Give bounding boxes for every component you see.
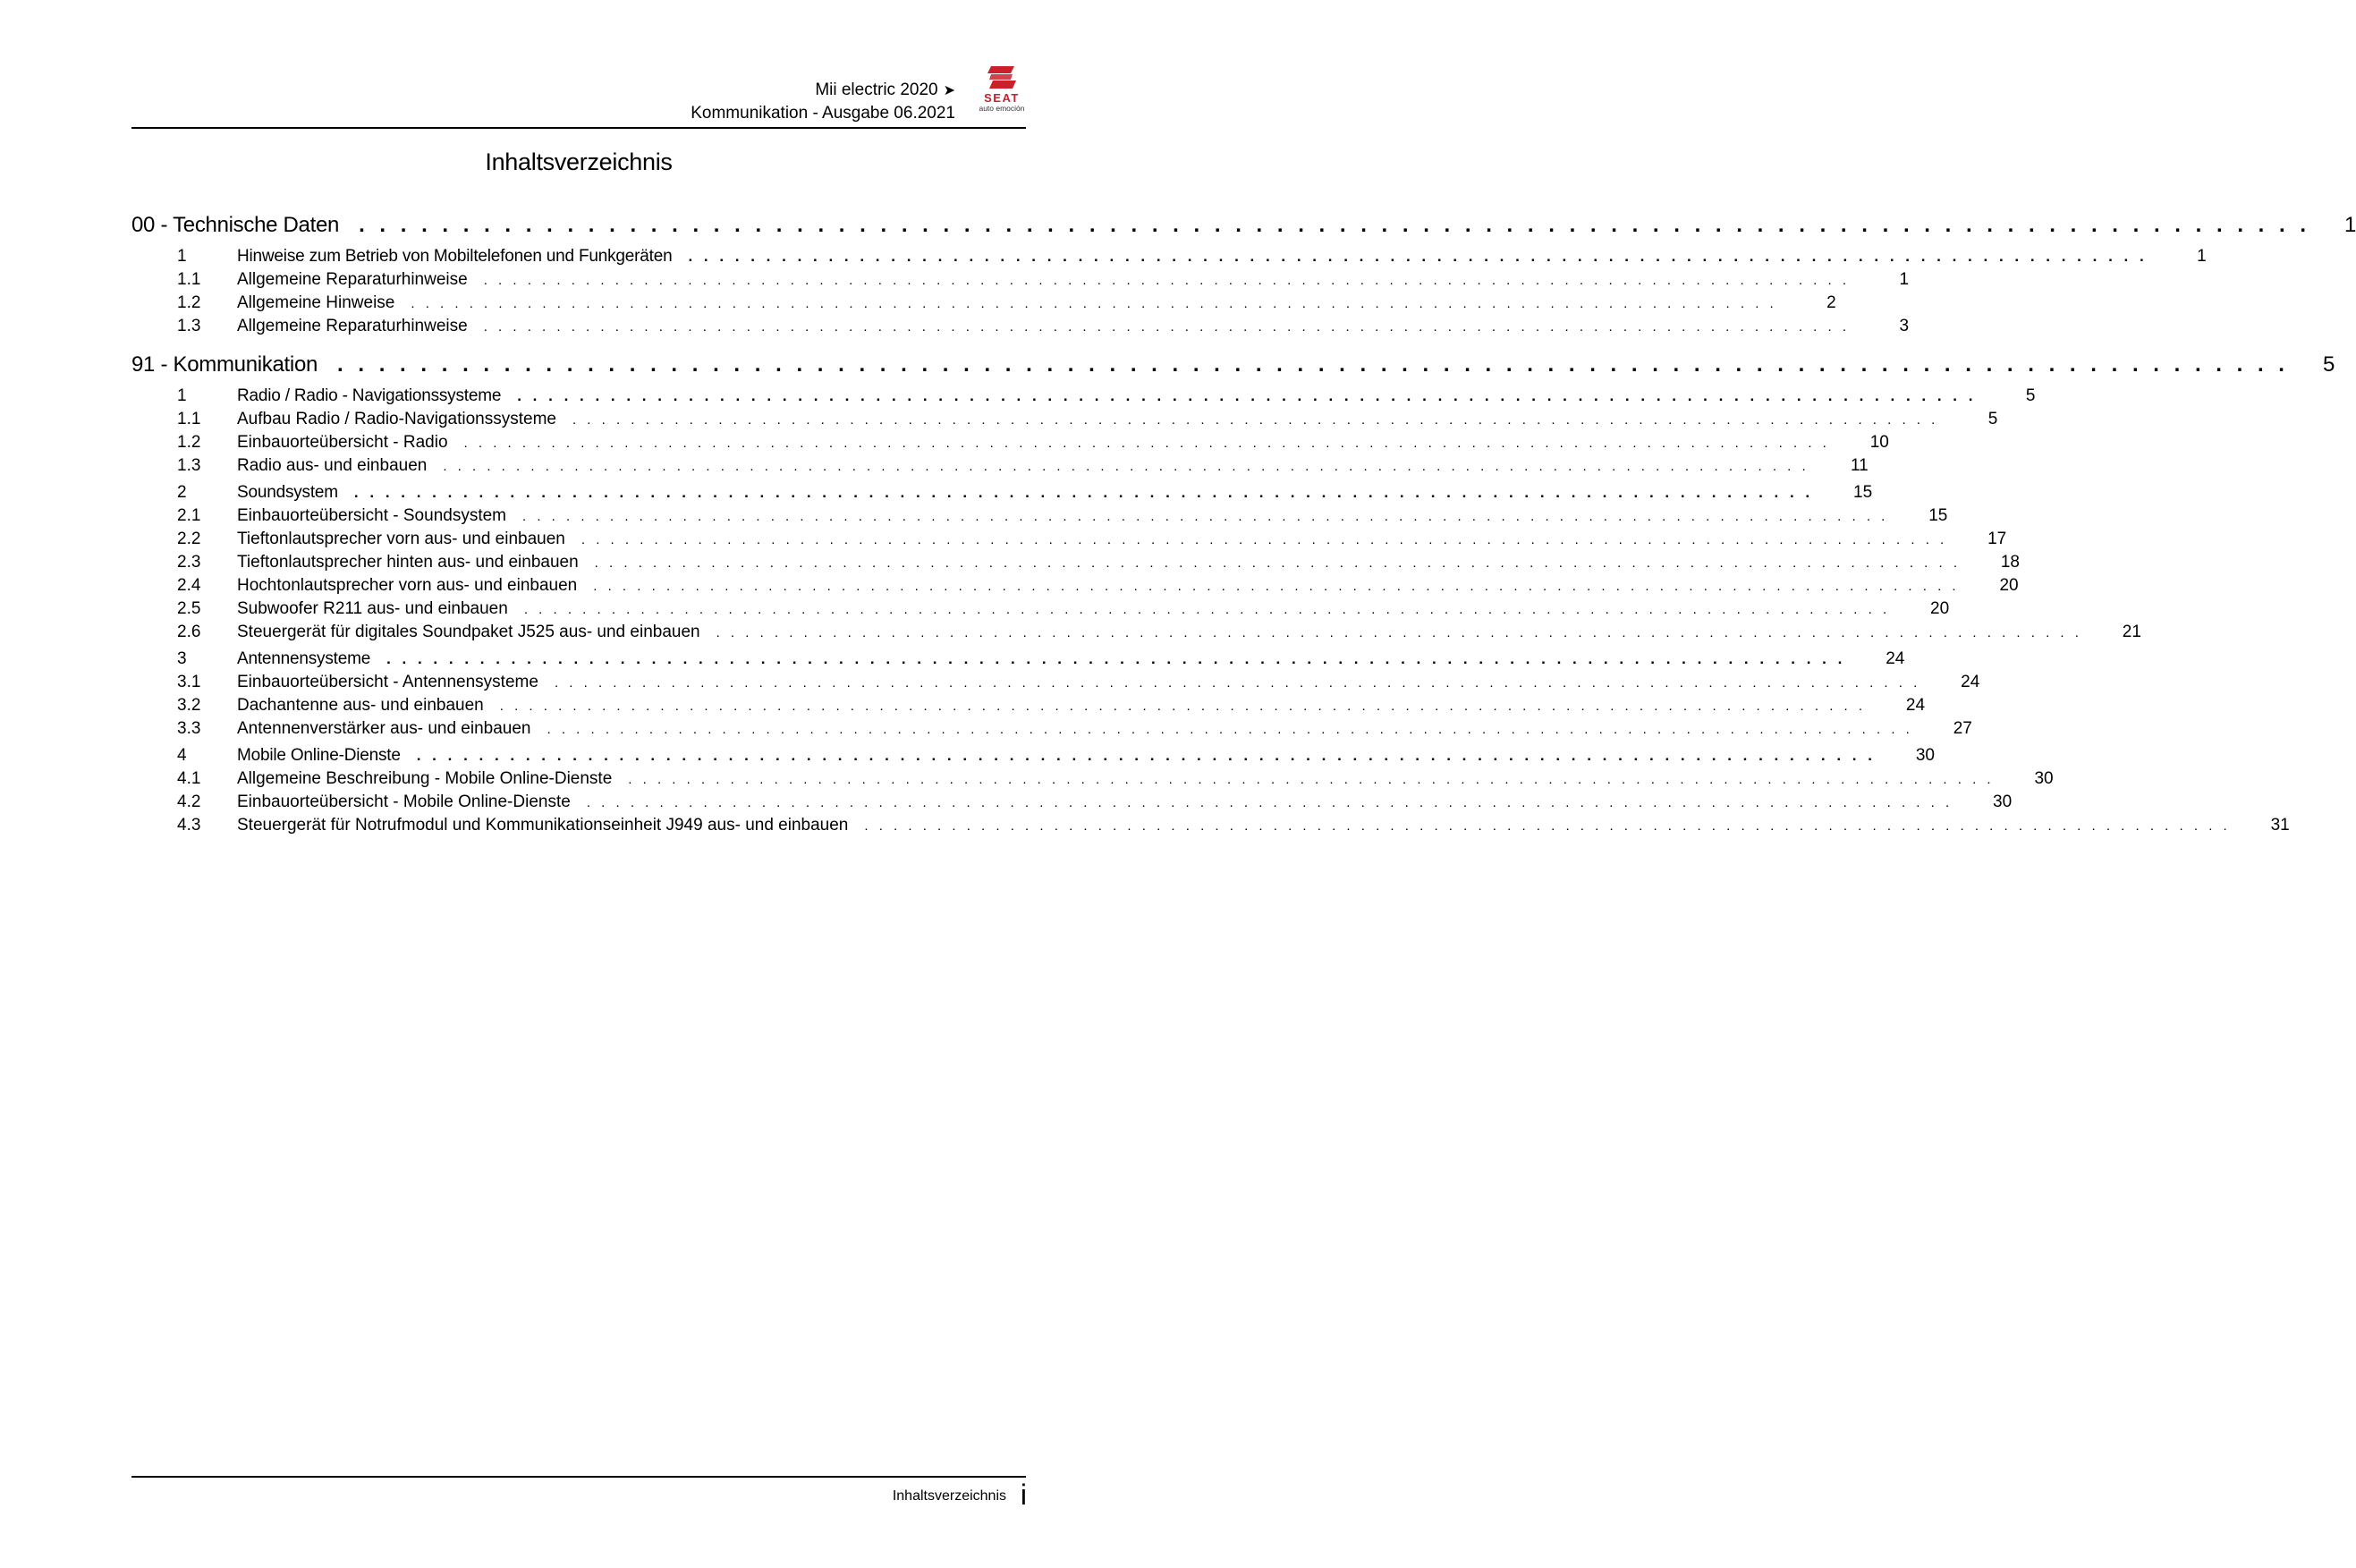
- toc-subsection-entry[interactable]: [131, 576, 2019, 599]
- section-page-number: 15: [1853, 483, 1873, 502]
- subsection-number: 1.3: [177, 456, 201, 475]
- dot-leader: . . . . . . . . . . . . . . . . . . . . . . . . . . . . . . . . . . . . . . . . . . . . . . . . . . . . . . . . . . . . . . . . . . . . . . . . . . . . . . . . . . . . . . . . . . . . . .: [523, 602, 1891, 617]
- chapter-page-number: 1: [2344, 213, 2356, 237]
- toc-subsection-entry[interactable]: [131, 530, 2007, 553]
- chapter-title: 00 - Technische Daten: [131, 213, 340, 237]
- subsection-number: 4.1: [177, 769, 201, 788]
- page-title: Inhaltsverzeichnis: [485, 148, 673, 175]
- logo-brand: SEAT: [984, 91, 1020, 105]
- toc-section-entry[interactable]: [131, 483, 1873, 506]
- toc-section-entry[interactable]: [131, 386, 2036, 410]
- section-title: Mobile Online-Dienste: [237, 746, 401, 765]
- toc-section: [131, 483, 2141, 646]
- section-number: 2: [177, 483, 187, 502]
- toc-subsection-entry[interactable]: [131, 317, 1910, 340]
- subsection-page-number: 20: [1999, 576, 2019, 595]
- subsection-number: 3.1: [177, 673, 201, 691]
- subsection-title: Hochtonlautsprecher vorn aus- und einbauen: [237, 576, 578, 595]
- toc-subsection-entry[interactable]: [131, 673, 1980, 696]
- seat-logo: [975, 64, 1029, 114]
- header-edition: Kommunikation - Ausgabe 06.2021: [691, 104, 955, 123]
- toc-subsection-entry[interactable]: [131, 769, 2054, 792]
- dot-leader: . . . . . . . . . . . . . . . . . . . . . . . . . . . . . . . . . . . . . . . . . . . . . . . . . . . . . . . . . . . . . . . . . . . . . . . . . . . . . . . . . . . . . . . . . . . . . .: [353, 484, 1814, 501]
- section-page-number: 30: [1915, 746, 1935, 765]
- subsection-page-number: 17: [1987, 530, 2007, 548]
- subsection-title: Allgemeine Reparaturhinweise: [237, 317, 468, 335]
- header-model: Mii electric 2020: [815, 81, 938, 99]
- subsection-title: Steuergerät für digitales Soundpaket J525 aus- und einbauen: [237, 623, 700, 641]
- toc-subsection-entry[interactable]: [131, 293, 1836, 317]
- dot-leader: . . . . . . . . . . . . . . . . . . . . . . . . . . . . . . . . . . . . . . . . . . . . . . . . . . . . . . . . . . . . . . . . . . . . . . . . . . . . . . . . . . . . . . . . . . . . . .: [443, 459, 1809, 474]
- subsection-page-number: 30: [2034, 769, 2054, 788]
- section-title: Soundsystem: [237, 483, 338, 502]
- dot-leader: . . . . . . . . . . . . . . . . . . . . . . . . . . . . . . . . . . . . . . . . . . . . . . . . . . . . . . . . . . . . . . . . . . . . . . . . . . . . . . . . . . . . . . . . . . . . . .: [463, 436, 1830, 451]
- subsection-title: Tieftonlautsprecher vorn aus- und einbauen: [237, 530, 565, 548]
- subsection-title: Allgemeine Reparaturhinweise: [237, 270, 468, 289]
- dot-leader: . . . . . . . . . . . . . . . . . . . . . . . . . . . . . . . . . . . . . . . . . . . . . . . . . . . . . . . . . . . . . . . . . . . . . . . . . . . . . . . . . . . . . . . . . . . . . .: [554, 675, 1921, 691]
- toc-subsection-entry[interactable]: [131, 792, 2013, 816]
- toc-subsection-entry[interactable]: [131, 719, 1972, 742]
- toc-section: [131, 386, 2036, 479]
- subsection-number: 1.1: [177, 410, 201, 428]
- subsection-number: 1.2: [177, 293, 201, 312]
- toc-subsection-entry[interactable]: [131, 599, 1950, 623]
- dot-leader: . . . . . . . . . . . . . . . . . . . . . . . . . . . . . . . . . . . . . . . . . . . . . . . . . . . . . . . . . . . . . . . . . . . . . . . . . . . . . . . . . . . . . . . . . . . . . .: [581, 532, 1948, 547]
- subsection-number: 1.2: [177, 433, 201, 452]
- subsection-page-number: 11: [1850, 456, 1869, 475]
- dot-leader: . . . . . . . . . . . . . . . . . . . . . . . . . . . . . . . . . . . . . . . . . . . . . . . . . . . . . . . . . . . . . . . . . . . . . . . . . . . . . . . . . . . . . . . . . . . . . .: [593, 579, 1960, 594]
- dot-leader: . . . . . . . . . . . . . . . . . . . . . . . . . . . . . . . . . . . . . . . . . . . . . . . . . . . . . . . . . . . . . . . . . . . . . . . . . . . . . . . . . . . . . . . . . . . . . .: [688, 248, 2148, 265]
- section-title: Antennensysteme: [237, 649, 371, 668]
- chapter-title: 91 - Kommunikation: [131, 352, 318, 377]
- footer-page-number: i: [1020, 1479, 1027, 1511]
- dot-leader: . . . . . . . . . . . . . . . . . . . . . . . . . . . . . . . . . . . . . . . . . . . . . . . . . . . . . . . . . . . . . . . . . . . . . . . . . . . . . . . . . . . . . . . . . . . . . .: [483, 319, 1851, 335]
- subsection-title: Einbauorteübersicht - Antennensysteme: [237, 673, 538, 691]
- toc-subsection-entry[interactable]: [131, 553, 2020, 576]
- toc-chapter: [131, 352, 2335, 839]
- toc-subsection-entry[interactable]: [131, 433, 1889, 456]
- subsection-page-number: 1: [1899, 270, 1910, 289]
- subsection-number: 3.3: [177, 719, 201, 738]
- subsection-page-number: 30: [1993, 792, 2013, 811]
- toc-chapter: [131, 213, 2356, 340]
- subsection-number: 1.1: [177, 270, 201, 289]
- subsection-page-number: 21: [2122, 623, 2141, 641]
- section-number: 1: [177, 386, 187, 405]
- page-header: [691, 79, 955, 124]
- subsection-title: Aufbau Radio / Radio-Navigationssysteme: [237, 410, 556, 428]
- subsection-number: 1.3: [177, 317, 201, 335]
- subsection-title: Einbauorteübersicht - Mobile Online-Dienste: [237, 792, 571, 811]
- subsection-page-number: 15: [1928, 506, 1948, 525]
- subsection-number: 2.6: [177, 623, 201, 641]
- toc-section: [131, 247, 2207, 340]
- subsection-page-number: 3: [1899, 317, 1910, 335]
- logo-tagline: auto emoción: [979, 104, 1025, 113]
- dot-leader: . . . . . . . . . . . . . . . . . . . . . . . . . . . . . . . . . . . . . . . . . . . . . . . . . . . . . . . . . . . . . . . . . . . . . . . . . . . . . . . . . . . . . . . . . . . . . .: [864, 818, 2231, 834]
- subsection-page-number: 27: [1953, 719, 1972, 738]
- section-page-number: 5: [2025, 386, 2036, 405]
- toc-subsection-entry[interactable]: [131, 623, 2141, 646]
- subsection-number: 2.2: [177, 530, 201, 548]
- subsection-title: Steuergerät für Notrufmodul und Kommunikationseinheit J949 aus- und einbauen: [237, 816, 849, 835]
- toc-chapter-entry[interactable]: [131, 213, 2356, 243]
- subsection-title: Tieftonlautsprecher hinten aus- und einbauen: [237, 553, 579, 572]
- toc-section-entry[interactable]: [131, 649, 1905, 673]
- toc-subsection-entry[interactable]: [131, 696, 1926, 719]
- dot-leader: . . . . . . . . . . . . . . . . . . . . . . . . . . . . . . . . . . . . . . . . . . . . . . . . . . . . . . . . . . . . . . . . . . . . . . . . . . . . . . . . . . . . . . . . . . . . . .: [411, 296, 1777, 311]
- toc-subsection-entry[interactable]: [131, 270, 1910, 293]
- header-model-line: [691, 79, 955, 102]
- dot-leader: . . . . . . . . . . . . . . . . . . . . . . . . . . . . . . . . . . . . . . . . . . . . . . . . . . . . . . . . . . . . . . . . . . . . . . . . . . . . . . . . . . . . . . . . . . . . . .: [499, 699, 1867, 714]
- toc-section: [131, 649, 1980, 742]
- subsection-number: 3.2: [177, 696, 201, 715]
- seat-emblem-icon: [987, 64, 1017, 91]
- toc-section-entry[interactable]: [131, 746, 1935, 769]
- section-page-number: 24: [1886, 649, 1905, 668]
- dot-leader: . . . . . . . . . . . . . . . . . . . . . . . . . . . . . . . . . . . . . . . . . . . . . . . . . . . . . . . . . . . . . . . . . . . . . . . . . . . . . . . . . . . . . . . . . . . . . .: [483, 273, 1851, 288]
- header-divider: [131, 127, 1026, 129]
- section-number: 3: [177, 649, 187, 668]
- toc-chapter-entry[interactable]: [131, 352, 2335, 383]
- subsection-number: 4.3: [177, 816, 201, 835]
- subsection-title: Einbauorteübersicht - Soundsystem: [237, 506, 506, 525]
- dot-leader: . . . . . . . . . . . . . . . . . . . . . . . . . . . . . . . . . . . . . . . . . . . . . . . . . . . . . . . . . . . . . . . . . . . . . . . . . . . . . . . . . . . . . . . . . . . . . .: [517, 387, 1977, 404]
- dot-leader: . . . . . . . . . . . . . . . . . . . . . . . . . . . . . . . . . . . . . . . . . . . . . . . . . . . . . . . . . . . . . . . . . . . . . . . . . . . . . . . . . . . . . . . . . . . . . .: [572, 412, 1939, 428]
- subsection-page-number: 2: [1826, 293, 1836, 312]
- dot-leader: . . . . . . . . . . . . . . . . . . . . . . . . . . . . . . . . . . . . . . . . . . . . . . . . . . . . . . . . . . . . . . . . . . . . . . . . . . . . . . . . . . . . . . . . . . . . . .: [628, 772, 1995, 787]
- subsection-number: 2.4: [177, 576, 201, 595]
- toc-subsection-entry[interactable]: [131, 816, 2290, 839]
- subsection-title: Antennenverstärker aus- und einbauen: [237, 719, 531, 738]
- section-number: 4: [177, 746, 187, 765]
- subsection-number: 2.5: [177, 599, 201, 618]
- subsection-page-number: 10: [1869, 433, 1889, 452]
- subsection-page-number: 18: [2000, 553, 2020, 572]
- footer-label: Inhaltsverzeichnis: [892, 1488, 1006, 1504]
- subsection-page-number: 20: [1930, 599, 1950, 618]
- section-page-number: 1: [2197, 247, 2207, 266]
- subsection-page-number: 24: [1961, 673, 1980, 691]
- subsection-title: Radio aus- und einbauen: [237, 456, 428, 475]
- table-of-contents: [131, 213, 2356, 852]
- subsection-title: Allgemeine Hinweise: [237, 293, 395, 312]
- subsection-title: Dachantenne aus- und einbauen: [237, 696, 484, 715]
- toc-section-entry[interactable]: [131, 247, 2207, 270]
- toc-subsection-entry[interactable]: [131, 410, 1998, 433]
- dot-leader: . . . . . . . . . . . . . . . . . . . . . . . . . . . . . . . . . . . . . . . . . . . . . . . . . . . . . . . . . . . . . . . . . . . . . . . . . . . . . . . . . . . . . . . . . . . . . .: [547, 722, 1913, 737]
- chapter-page-number: 5: [2322, 352, 2335, 377]
- dot-leader: . . . . . . . . . . . . . . . . . . . . . . . . . . . . . . . . . . . . . . . . . . . . . . . . . . . . . . . . . . . . . . . . . . . . . . . . . . . . . . . . . . . . . . . . . . . . . .: [416, 747, 1876, 764]
- section-number: 1: [177, 247, 187, 266]
- dot-leader: . . . . . . . . . . . . . . . . . . . . . . . . . . . . . . . . . . . . . . . . . . . . . . . . . . . . . . . . . . . . . . . . . . . . . . . . . . . . . . . . . . . . . . . . . . . . . .: [337, 352, 2289, 377]
- dot-leader: . . . . . . . . . . . . . . . . . . . . . . . . . . . . . . . . . . . . . . . . . . . . . . . . . . . . . . . . . . . . . . . . . . . . . . . . . . . . . . . . . . . . . . . . . . . . . .: [359, 213, 2310, 237]
- subsection-title: Einbauorteübersicht - Radio: [237, 433, 448, 452]
- toc-subsection-entry[interactable]: [131, 506, 1948, 530]
- dot-leader: . . . . . . . . . . . . . . . . . . . . . . . . . . . . . . . . . . . . . . . . . . . . . . . . . . . . . . . . . . . . . . . . . . . . . . . . . . . . . . . . . . . . . . . . . . . . . .: [594, 555, 1961, 571]
- section-title: Hinweise zum Betrieb von Mobiltelefonen und Funkgeräten: [237, 247, 673, 266]
- subsection-number: 2.1: [177, 506, 201, 525]
- toc-section: [131, 746, 2290, 839]
- subsection-title: Allgemeine Beschreibung - Mobile Online-Dienste: [237, 769, 613, 788]
- dot-leader: . . . . . . . . . . . . . . . . . . . . . . . . . . . . . . . . . . . . . . . . . . . . . . . . . . . . . . . . . . . . . . . . . . . . . . . . . . . . . . . . . . . . . . . . . . . . . .: [522, 509, 1889, 524]
- subsection-title: Subwoofer R211 aus- und einbauen: [237, 599, 508, 618]
- subsection-page-number: 24: [1905, 696, 1926, 715]
- subsection-number: 4.2: [177, 792, 201, 811]
- dot-leader: . . . . . . . . . . . . . . . . . . . . . . . . . . . . . . . . . . . . . . . . . . . . . . . . . . . . . . . . . . . . . . . . . . . . . . . . . . . . . . . . . . . . . . . . . . . . . .: [386, 650, 1846, 667]
- dot-leader: . . . . . . . . . . . . . . . . . . . . . . . . . . . . . . . . . . . . . . . . . . . . . . . . . . . . . . . . . . . . . . . . . . . . . . . . . . . . . . . . . . . . . . . . . . . . . .: [716, 625, 2082, 640]
- footer-divider: [131, 1476, 1026, 1478]
- section-title: Radio / Radio - Navigationssysteme: [237, 386, 502, 405]
- subsection-page-number: 31: [2270, 816, 2290, 835]
- dot-leader: . . . . . . . . . . . . . . . . . . . . . . . . . . . . . . . . . . . . . . . . . . . . . . . . . . . . . . . . . . . . . . . . . . . . . . . . . . . . . . . . . . . . . . . . . . . . . .: [586, 795, 1953, 810]
- toc-subsection-entry[interactable]: [131, 456, 1869, 479]
- arrow-right-icon: ➤: [943, 83, 955, 98]
- subsection-page-number: 5: [1987, 410, 1998, 428]
- subsection-number: 2.3: [177, 553, 201, 572]
